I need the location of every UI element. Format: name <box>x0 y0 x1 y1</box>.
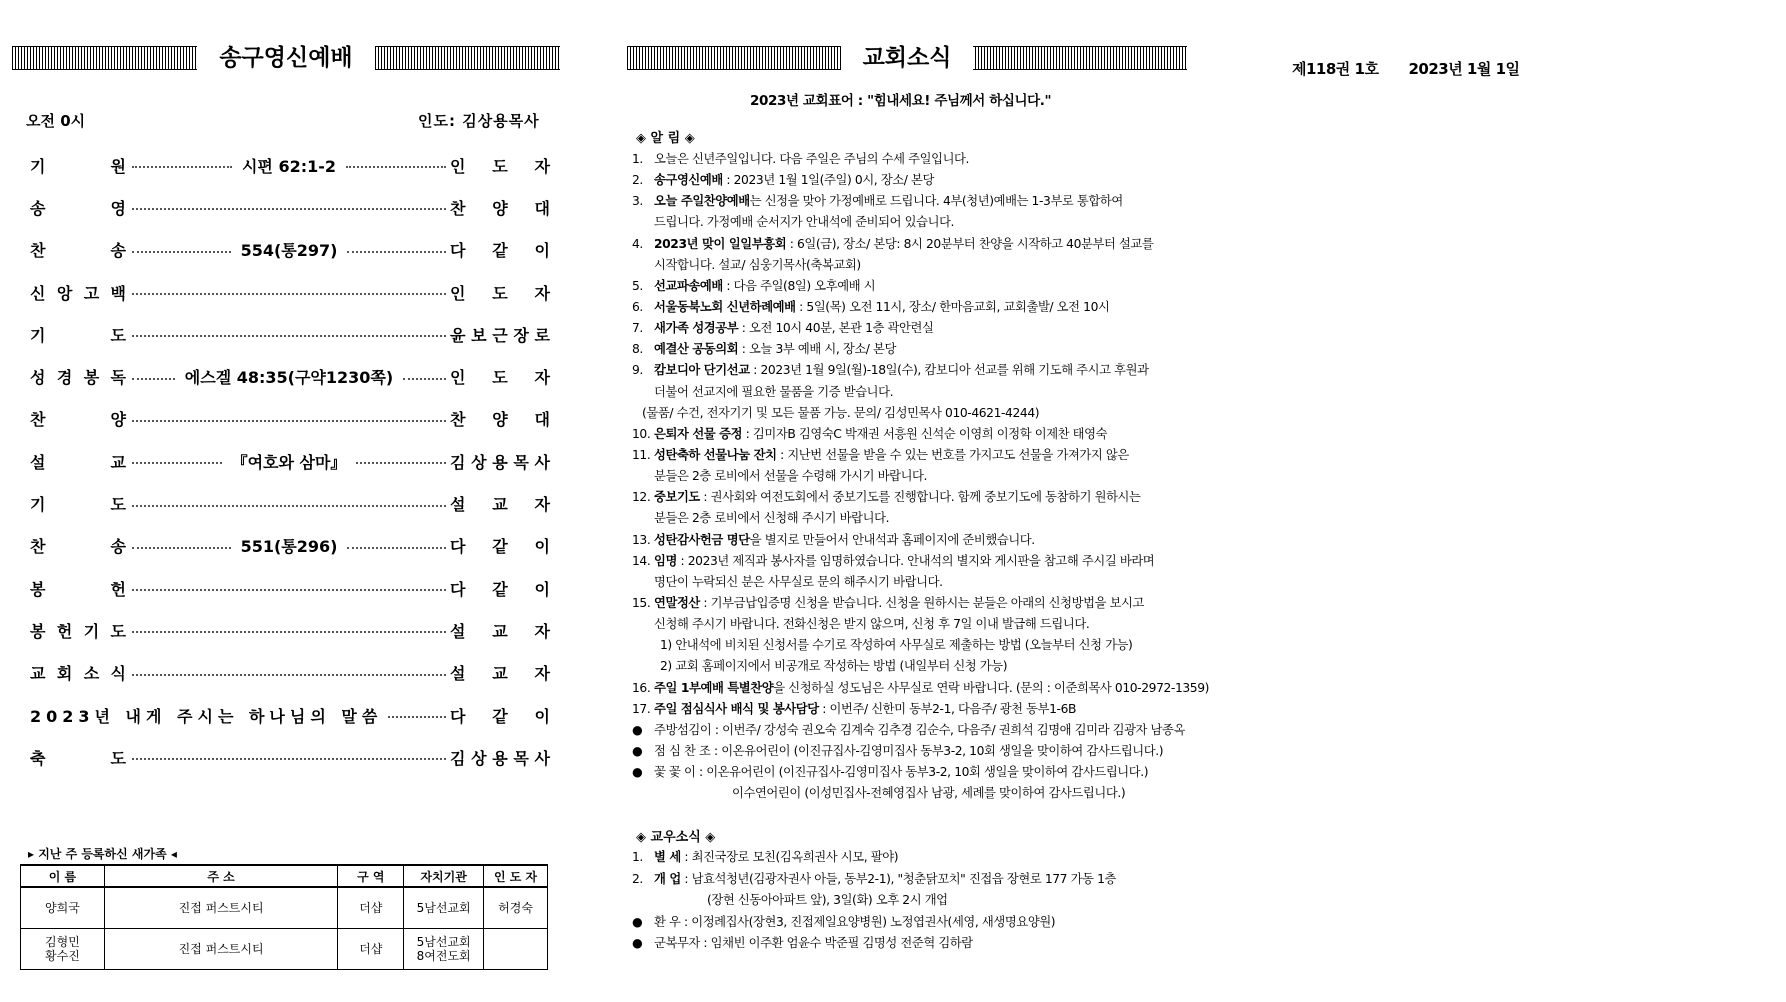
item-text: 명단이 누락되신 분은 사무실로 문의 해주시기 바랍니다. <box>654 574 943 589</box>
service-row <box>30 652 550 694</box>
service-row <box>30 271 550 313</box>
item-text: : 2023년 제직과 봉사자를 임명하였습니다. 안내석의 별지와 게시판을 참고해 주시길 바라며 <box>676 553 1155 568</box>
service-who: 인 도 자 <box>450 156 550 176</box>
item-heading: 별 세 <box>654 850 681 864</box>
service-row <box>30 229 550 271</box>
item-heading: 주일 점심식사 배식 및 봉사담당 <box>654 701 819 716</box>
item-text: 는 신정을 맞아 가정예배로 드립니다. 4부(청년)예배는 1-3부로 통합하여 <box>749 194 1123 209</box>
list-item <box>632 912 1192 934</box>
item-number: ● <box>632 722 643 737</box>
left-header-title: 송구영신예배 <box>197 44 374 72</box>
list-item <box>632 508 1192 529</box>
church-news-list <box>632 847 1192 955</box>
service-who: 다 같 이 <box>450 579 550 599</box>
list-item <box>632 593 1192 614</box>
item-number: 16. <box>632 680 651 695</box>
item-text: 신청해 주시기 바랍니다. 전화신청은 받지 않으며, 신청 후 7일 이내 발급해 드립니다. <box>654 617 1090 632</box>
item-number: 17. <box>632 701 651 716</box>
item-text: : 권사회와 여전도회에서 중보기도를 진행합니다. 함께 중보기도에 동참하기 원하시는 <box>699 490 1141 505</box>
item-text: 분들은 2층 로비에서 선물을 수령해 가시기 바랍니다. <box>654 469 928 484</box>
item-number: 4. <box>632 236 643 251</box>
list-item <box>632 487 1192 508</box>
item-heading: 선교파송예배 <box>654 278 723 293</box>
service-who: 다 같 이 <box>450 241 550 261</box>
registration-district: 더샵 <box>338 929 404 970</box>
item-heading: 송구영신예배 <box>654 173 723 188</box>
item-text: : 기부금납입증명 신청을 받습니다. 신청을 원하시는 분들은 아래의 신청방법을 보시고 <box>699 595 1145 610</box>
registration-group: 5남선교회 <box>404 887 484 929</box>
service-who: 다 같 이 <box>450 537 550 557</box>
service-who: 찬 양 대 <box>450 198 550 218</box>
item-text: 꽃 꽃 이 : 이온유어린이 (이진규집사-김영미집사 동부3-2, 10회 생일을 맞이하여 감사드립니다.) <box>654 765 1149 780</box>
service-item: 찬 양 <box>30 410 126 430</box>
list-item <box>632 614 1192 635</box>
issue-date: 2023년 1월 1일 <box>1408 60 1520 78</box>
service-row <box>30 398 550 440</box>
service-text: 554(통297) <box>240 241 338 261</box>
list-item <box>632 635 1192 656</box>
left-header <box>12 44 560 72</box>
registration-name: 양희국 <box>21 887 105 929</box>
list-item <box>632 403 1192 424</box>
service-item: 봉 헌 <box>30 579 126 599</box>
item-number: 15. <box>632 595 651 610</box>
service-who: 설 교 자 <box>450 495 550 515</box>
list-item <box>632 360 1192 381</box>
list-item <box>632 699 1192 720</box>
service-item: 기 도 <box>30 325 126 345</box>
list-item <box>632 720 1192 741</box>
service-row <box>30 313 550 355</box>
list-item <box>632 551 1192 572</box>
item-heading: 새가족 성경공부 <box>654 321 739 336</box>
service-row <box>30 144 550 186</box>
item-heading: 오늘 주일찬양예배 <box>654 194 750 209</box>
item-heading: 2023년 맞이 일일부흥회 <box>654 236 787 251</box>
list-item <box>632 572 1192 593</box>
item-number: 1. <box>632 850 643 864</box>
service-row <box>30 525 550 567</box>
item-text: : 다음 주일(8일) 오후예배 시 <box>722 278 876 293</box>
list-item <box>632 933 1192 955</box>
service-item: 교 회 소 식 <box>30 664 126 684</box>
registration-guide <box>484 929 548 970</box>
list-item <box>632 234 1192 255</box>
item-number: 6. <box>632 299 643 314</box>
list-item <box>632 678 1210 699</box>
list-item <box>632 297 1192 318</box>
item-number: 2. <box>632 173 643 188</box>
item-heading: 연말정산 <box>654 595 700 610</box>
item-text: 을 별지로 만들어서 안내석과 홈페이지에 준비했습니다. <box>749 532 1035 547</box>
service-row <box>30 440 550 482</box>
service-item: 송 영 <box>30 198 126 218</box>
table-row <box>21 929 548 970</box>
item-text: 드립니다. 가정예배 순서지가 안내석에 준비되어 있습니다. <box>654 215 955 230</box>
registration-group: 5남선교회 8여전도회 <box>404 929 484 970</box>
service-item: 2023년 내게 주시는 하나님의 말씀 <box>30 706 383 726</box>
service-row <box>30 186 550 228</box>
list-item <box>632 869 1192 891</box>
item-number: ● <box>632 936 643 950</box>
registration-guide: 허경숙 <box>484 887 548 929</box>
item-text: : 이번주/ 신한미 동부2-1, 다음주/ 광천 동부1-6B <box>818 701 1077 716</box>
list-item <box>632 382 1192 403</box>
service-item: 찬 송 <box>30 537 126 557</box>
service-who: 설 교 자 <box>450 621 550 641</box>
list-item <box>632 339 1192 360</box>
list-item <box>632 656 1192 677</box>
service-item: 찬 송 <box>30 241 126 261</box>
list-item <box>632 424 1192 445</box>
registration-header: 인 도 자 <box>484 865 548 887</box>
item-text: (장현 신동아아파트 앞), 3일(화) 오후 2시 개업 <box>707 893 948 907</box>
item-text: 환 우 : 이정례집사(장현3, 진접제일요양병원) 노정엽권사(세영, 새생명요양원) <box>654 914 1056 929</box>
item-text: : 2023년 1월 9일(월)-18일(수), 캄보디아 선교를 위해 기도해 주시고 후원과 <box>749 363 1149 378</box>
registration-name: 김형민 황수진 <box>21 929 105 970</box>
list-item <box>632 255 1192 276</box>
service-item: 기 도 <box>30 495 126 515</box>
registration-header: 주 소 <box>104 865 338 887</box>
service-row <box>30 609 550 651</box>
item-heading: 서울동북노회 신년하례예배 <box>654 299 796 314</box>
service-item: 기 원 <box>30 156 126 176</box>
service-item: 성 경 봉 독 <box>30 368 126 388</box>
registration-header: 구 역 <box>338 865 404 887</box>
list-item <box>632 149 1192 170</box>
item-number: 10. <box>632 426 651 441</box>
list-item <box>632 276 1192 297</box>
item-text: : 2023년 1월 1일(주일) 0시, 장소/ 본당 <box>722 173 934 188</box>
registration-header: 이 름 <box>21 865 105 887</box>
item-text: 을 신청하실 성도님은 사무실로 연락 바랍니다. (문의 : 이준희목사 010-2972-1359) <box>773 680 1210 695</box>
item-number: 13. <box>632 532 651 547</box>
item-heading: 개 업 <box>654 871 681 886</box>
service-who: 인 도 자 <box>450 283 550 303</box>
service-item: 봉 헌 기 도 <box>30 621 126 641</box>
registration-table <box>20 864 548 970</box>
item-number: ● <box>632 914 643 929</box>
list-item <box>632 445 1192 466</box>
table-row <box>21 887 548 929</box>
item-text: 시작합니다. 설교/ 심웅기목사(축복교회) <box>654 257 861 272</box>
item-number: 11. <box>632 447 651 462</box>
item-heading: 중보기도 <box>654 490 700 505</box>
item-text: : 남효석청년(김광자권사 아들, 동부2-1), "청춘닭꼬치" 진접읍 장현로 177 가동 1층 <box>680 871 1116 886</box>
item-heading: 성탄축하 선물나눔 잔치 <box>654 447 777 462</box>
service-text: 시편 62:1-2 <box>241 156 337 176</box>
service-text: 551(통296) <box>240 537 338 557</box>
notice-list <box>632 149 1210 804</box>
service-time: 오전 0시 <box>26 112 86 130</box>
service-who: 김 상 용 목 사 <box>450 452 550 472</box>
list-item <box>632 170 1192 191</box>
service-order <box>30 144 550 778</box>
item-text: 더불어 선교지에 필요한 물품을 기증 받습니다. <box>654 384 894 399</box>
item-text: (물품/ 수건, 전자기기 및 모든 물품 가능. 문의/ 김성민목사 010-4621-4244) <box>642 405 1040 420</box>
item-number: 2. <box>632 871 643 886</box>
item-text: 오늘은 신년주일입니다. 다음 주일은 주님의 수세 주일입니다. <box>654 152 970 166</box>
issue-info <box>1292 58 1520 79</box>
list-item <box>632 466 1192 487</box>
item-number: 14. <box>632 553 651 568</box>
item-number: 7. <box>632 321 643 336</box>
right-header <box>627 44 1187 72</box>
item-heading: 성탄감사헌금 명단 <box>654 532 750 547</box>
item-text: 군복무자 : 임채빈 이주환 엄윤수 박준필 김명성 전준혁 김하람 <box>654 936 973 950</box>
service-who: 찬 양 대 <box>450 410 550 430</box>
registration-address: 진접 퍼스트시티 <box>104 887 338 929</box>
registration-district: 더샵 <box>338 887 404 929</box>
item-text: : 오늘 3부 예배 시, 장소/ 본당 <box>738 342 897 357</box>
item-text: 분들은 2층 로비에서 신청해 주시기 바랍니다. <box>654 511 890 526</box>
notice-title: ◈ 알 림 ◈ <box>636 131 695 146</box>
service-item: 신 앙 고 백 <box>30 283 126 303</box>
item-heading: 주일 1부예배 특별찬양 <box>654 680 774 695</box>
registration-header: 자치기관 <box>404 865 484 887</box>
list-item <box>632 530 1192 551</box>
service-leader: 인도: 김상용목사 <box>418 112 540 130</box>
issue-volume: 제118권 1호 <box>1292 60 1379 78</box>
list-item <box>632 847 1192 869</box>
right-header-title: 교회소식 <box>841 44 974 72</box>
service-who: 설 교 자 <box>450 664 550 684</box>
item-text: 점 심 찬 조 : 이온유어린이 (이진규집사-김영미집사 동부3-2, 10회 생일을 맞이하여 감사드립니다.) <box>654 743 1164 758</box>
item-number: 5. <box>632 278 643 293</box>
church-motto: 2023년 교회표어 : "힘내세요! 주님께서 하십니다." <box>750 93 1052 109</box>
service-row <box>30 567 550 609</box>
item-text: : 오전 10시 40분, 본관 1층 곽안련실 <box>738 321 934 336</box>
item-heading: 임명 <box>654 553 677 568</box>
item-number: 12. <box>632 490 651 505</box>
service-text: 에스겔 48:35(구약1230쪽) <box>184 368 394 388</box>
service-who: 다 같 이 <box>450 706 550 726</box>
list-item <box>632 741 1192 762</box>
item-heading: 은퇴자 선물 증정 <box>654 426 743 441</box>
item-number: 8. <box>632 342 643 357</box>
service-text: 『여호와 삼마』 <box>231 452 347 472</box>
item-text: : 6일(금), 장소/ 본당: 8시 20분부터 찬양을 시작하고 40분부터 설교를 <box>786 236 1154 251</box>
list-item <box>632 212 1192 233</box>
item-text: : 최진국장로 모친(김옥희권사 시모, 팔야) <box>680 850 899 864</box>
item-text: : 김미자B 김영숙C 박재권 서흥원 신석순 이영희 이정학 이제찬 태영숙 <box>742 426 1108 441</box>
church-news-title: ◈ 교우소식 ◈ <box>636 830 716 845</box>
service-row <box>30 736 550 778</box>
item-number: ● <box>632 743 643 758</box>
list-item <box>632 318 1192 339</box>
list-item <box>632 191 1192 212</box>
item-text: 2) 교회 홈페이지에서 비공개로 작성하는 방법 (내일부터 신청 가능) <box>660 659 1008 674</box>
item-number: 1. <box>632 152 643 166</box>
item-text: : 5일(목) 오전 11시, 장소/ 한마음교회, 교회출발/ 오전 10시 <box>795 299 1110 314</box>
item-heading: 캄보디아 단기선교 <box>654 363 750 378</box>
item-heading: 예결산 공동의회 <box>654 342 739 357</box>
service-row <box>30 482 550 524</box>
item-text: 주방섬김이 : 이번주/ 강성숙 권오숙 김계숙 김추경 김순수, 다음주/ 권희석 김명애 김미라 김광자 남종옥 <box>654 722 1185 737</box>
service-item: 축 도 <box>30 748 126 768</box>
service-who: 윤 보 근 장 로 <box>450 325 550 345</box>
list-item <box>632 783 1192 804</box>
registration-address: 진접 퍼스트시티 <box>104 929 338 970</box>
list-item <box>632 762 1192 783</box>
service-who: 인 도 자 <box>450 368 550 388</box>
item-text: : 지난번 선물을 받을 수 있는 번호를 가지고도 선물을 가져가지 않은 <box>776 447 1129 462</box>
service-row <box>30 694 550 736</box>
item-text: 1) 안내석에 비치된 신청서를 수기로 작성하여 사무실로 제출하는 방법 (오늘부터 신청 가능) <box>660 638 1133 653</box>
item-number: ● <box>632 765 643 780</box>
list-item <box>632 890 1192 912</box>
item-number: 9. <box>632 363 643 378</box>
item-number: 3. <box>632 194 643 209</box>
registration-title: ▸ 지난 주 등록하신 새가족 ◂ <box>28 847 177 861</box>
service-who: 김 상 용 목 사 <box>450 748 550 768</box>
item-text: 이수연어린이 (이성민집사-전혜영집사 남광, 세례를 맞이하여 감사드립니다.) <box>732 786 1126 801</box>
service-row <box>30 355 550 397</box>
service-item: 설 교 <box>30 452 126 472</box>
